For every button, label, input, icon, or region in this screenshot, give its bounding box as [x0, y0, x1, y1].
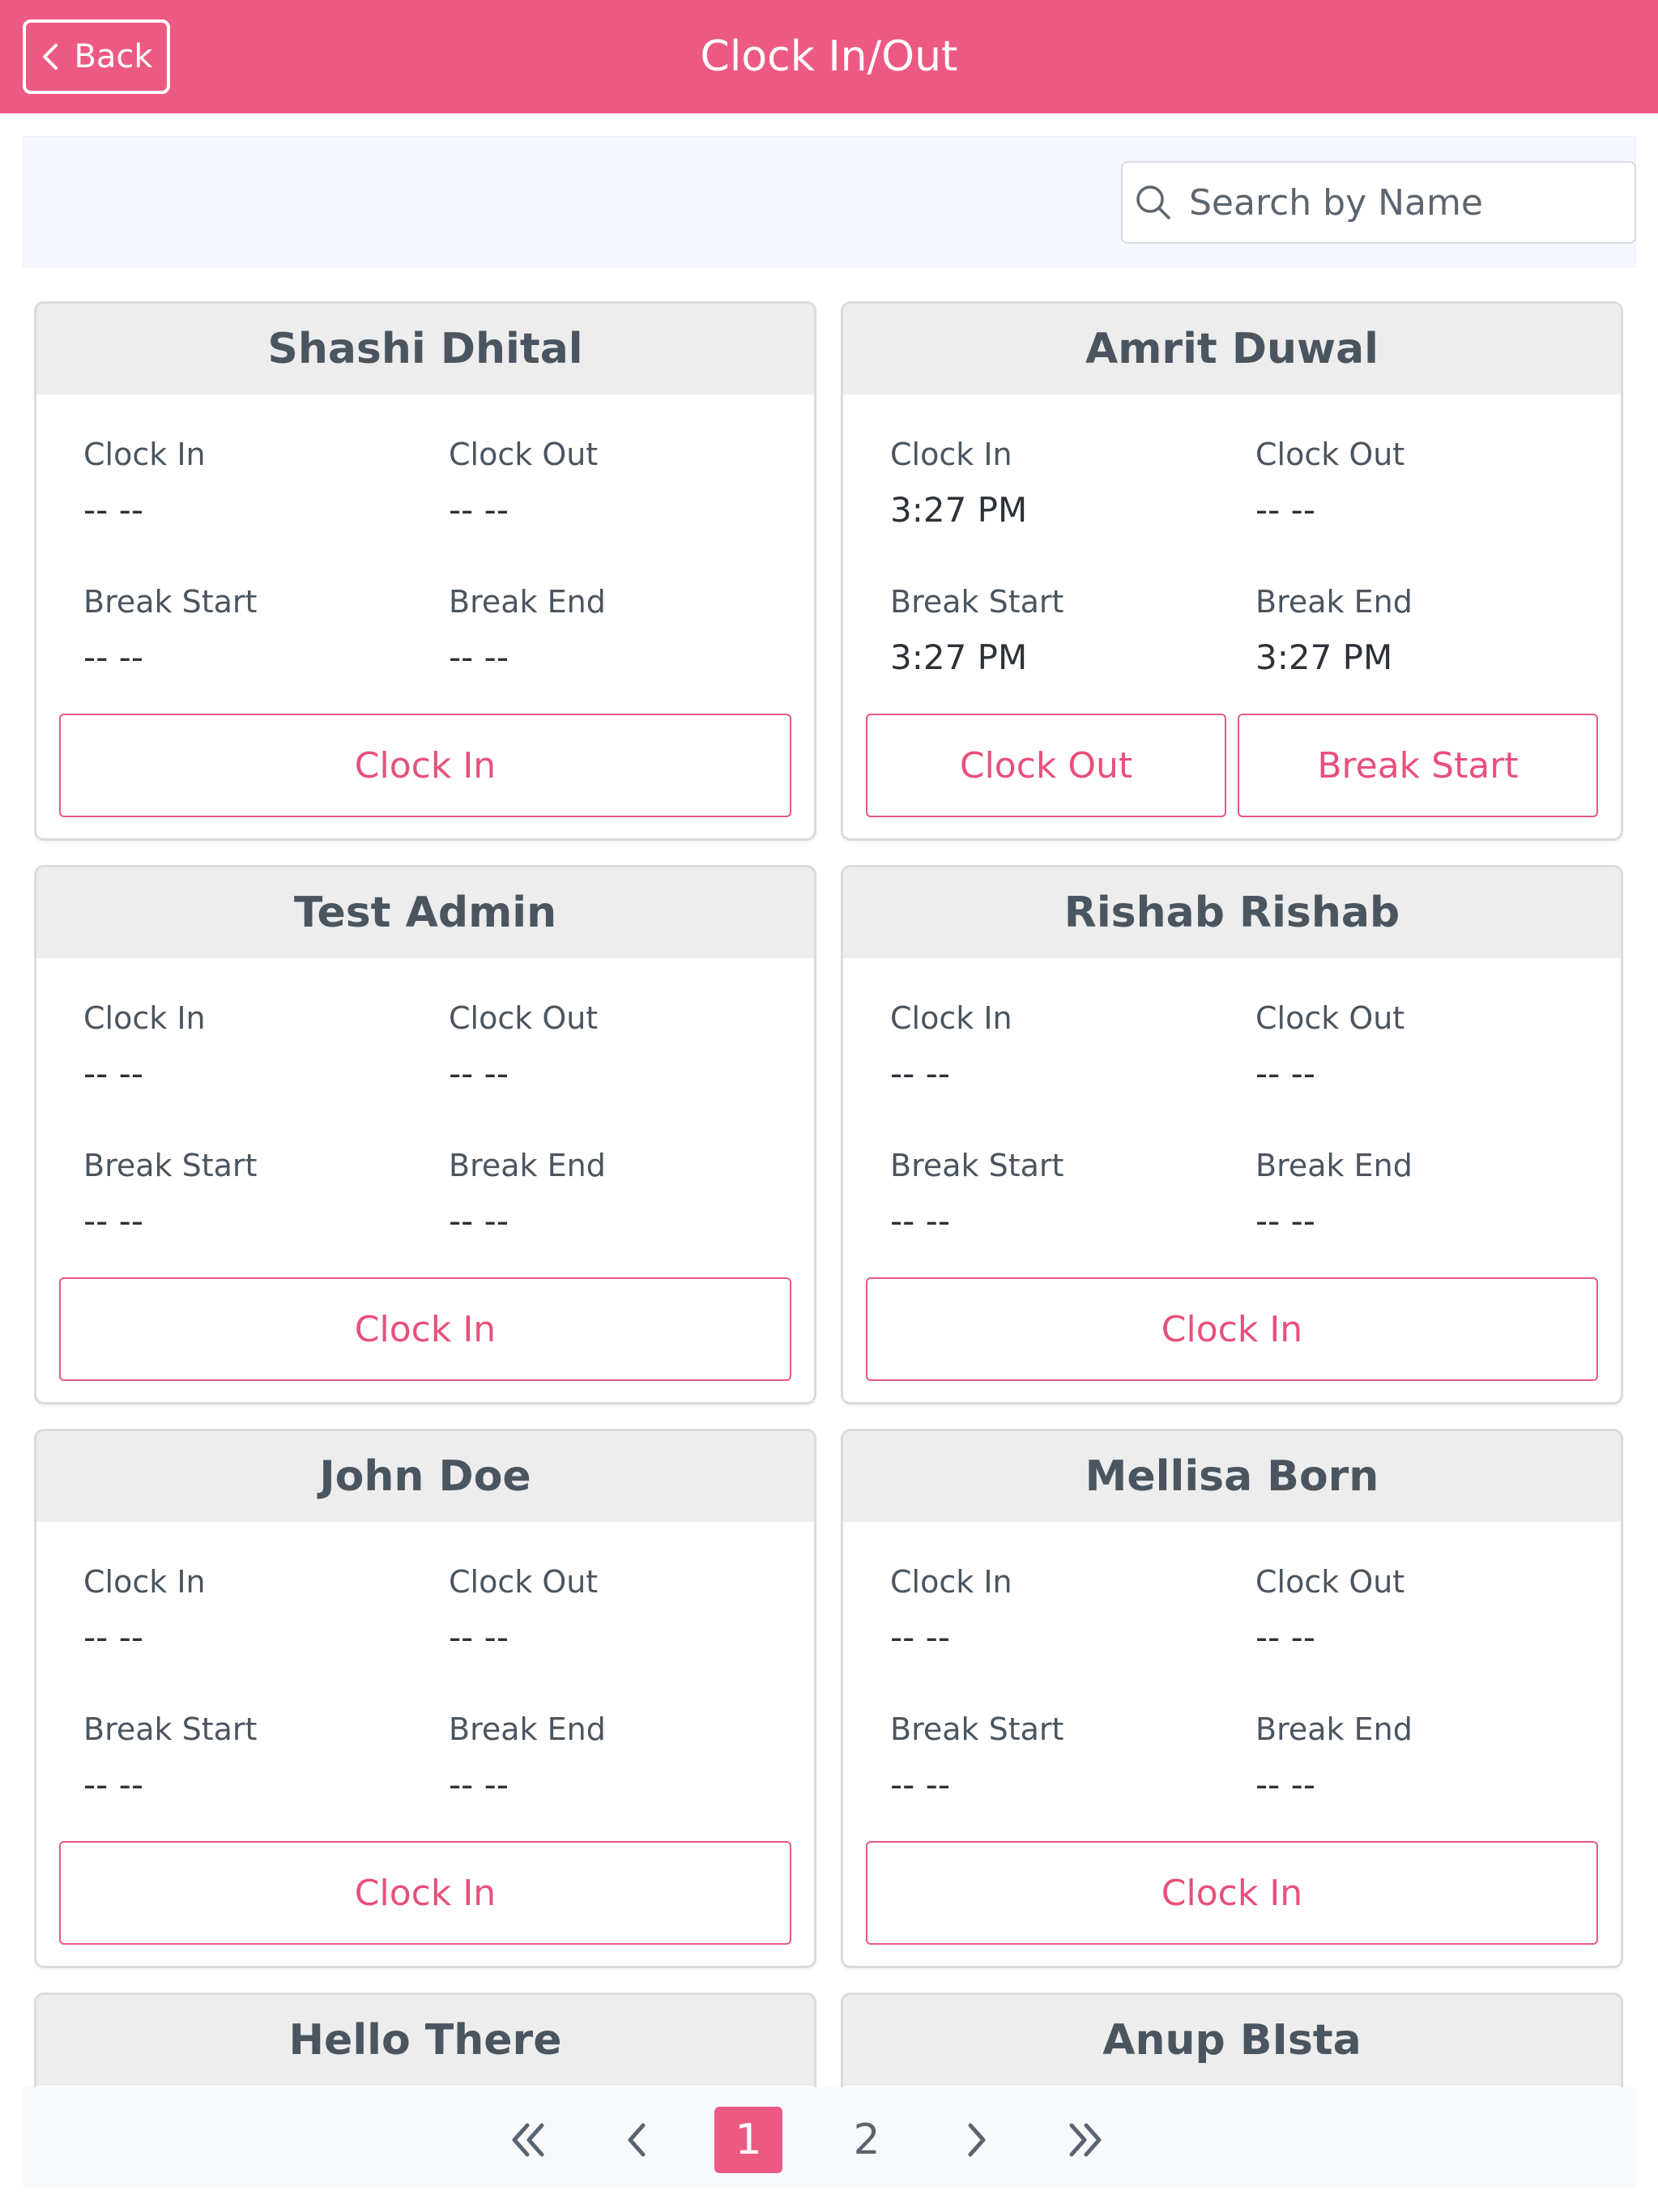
card-actions: [59, 1277, 791, 1381]
card-body: [36, 1522, 814, 1966]
search-box[interactable]: [1121, 161, 1636, 244]
clock-out-button[interactable]: Clock Out: [866, 714, 1226, 817]
clock-out-value: -- --: [449, 490, 509, 530]
break-end-value: -- --: [1255, 1765, 1315, 1805]
card-actions: [59, 1841, 791, 1945]
break-end-field: [1255, 1148, 1413, 1241]
break-end-label: Break End: [449, 1148, 606, 1183]
clock-in-field: [890, 437, 1027, 530]
card-body: [36, 958, 814, 1402]
clock-in-label: Clock In: [890, 437, 1012, 472]
employee-name: Amrit Duwal: [843, 304, 1621, 394]
employee-name: Hello There: [36, 1995, 814, 2086]
break-start-value: -- --: [890, 1765, 950, 1805]
clock-in-button[interactable]: Clock In: [59, 1841, 791, 1945]
chevron-right-icon: [953, 2116, 1001, 2164]
employee-name: Anup BIsta: [843, 1995, 1621, 2086]
break-start-value: -- --: [83, 1765, 143, 1805]
break-end-value: -- --: [449, 1201, 509, 1241]
clock-out-field: [449, 1564, 598, 1657]
break-end-label: Break End: [1255, 1711, 1413, 1747]
clock-in-value: -- --: [83, 1617, 143, 1657]
break-end-label: Break End: [1255, 1148, 1413, 1183]
clock-in-button[interactable]: Clock In: [59, 714, 791, 817]
employee-name: Mellisa Born: [843, 1431, 1621, 1522]
break-start-label: Break Start: [83, 1711, 258, 1747]
employee-card: [841, 1429, 1623, 1968]
break-start-value: 3:27 PM: [890, 637, 1028, 677]
break-end-value: 3:27 PM: [1255, 637, 1393, 677]
break-start-field: [83, 584, 257, 677]
card-actions: [866, 1841, 1598, 1945]
clock-out-label: Clock Out: [1255, 1564, 1405, 1600]
clock-out-field: [449, 437, 598, 530]
clock-out-field: [1255, 437, 1404, 530]
break-start-field: [890, 584, 1063, 677]
clock-out-value: -- --: [1255, 490, 1315, 530]
clock-in-button[interactable]: Clock In: [866, 1841, 1598, 1945]
clock-in-value: 3:27 PM: [890, 490, 1028, 530]
break-end-field: [1255, 584, 1413, 677]
employee-card: [34, 1429, 816, 1968]
search-input[interactable]: [1189, 182, 1610, 224]
page-button-1[interactable]: 1: [714, 2107, 782, 2173]
clock-out-label: Clock Out: [449, 437, 599, 472]
clock-in-value: -- --: [890, 1617, 950, 1657]
clock-in-label: Clock In: [83, 437, 206, 472]
app-header: [0, 0, 1658, 113]
break-end-field: [449, 1711, 606, 1805]
employee-card: [841, 301, 1623, 841]
break-end-label: Break End: [449, 584, 606, 620]
clock-in-field: [83, 437, 206, 530]
break-start-field: [890, 1148, 1063, 1241]
break-start-field: [890, 1711, 1063, 1805]
double-chevron-right-icon: [1062, 2116, 1110, 2164]
clock-in-field: [890, 1564, 1012, 1657]
clock-in-value: -- --: [890, 1054, 950, 1093]
break-start-label: Break Start: [890, 584, 1064, 620]
card-actions: [866, 714, 1598, 817]
clock-in-button[interactable]: Clock In: [59, 1277, 791, 1381]
card-actions: [866, 1277, 1598, 1381]
search-icon: [1134, 183, 1173, 222]
card-actions: [59, 714, 791, 817]
employee-name: Test Admin: [36, 867, 814, 958]
clock-in-label: Clock In: [890, 1564, 1012, 1600]
back-label: Back: [74, 38, 153, 75]
clock-in-label: Clock In: [83, 1000, 206, 1036]
break-end-value: -- --: [449, 637, 509, 677]
clock-out-value: -- --: [449, 1617, 509, 1657]
employee-card-grid: [34, 301, 1625, 2087]
break-start-value: -- --: [890, 1201, 950, 1241]
page-button-2[interactable]: 2: [853, 2116, 880, 2164]
previous-page-button[interactable]: [612, 2107, 661, 2173]
card-body: [843, 394, 1621, 838]
break-start-label: Break Start: [890, 1148, 1064, 1183]
chevron-left-icon: [612, 2116, 661, 2164]
clock-in-value: -- --: [83, 490, 143, 530]
first-page-button[interactable]: [499, 2107, 556, 2173]
employee-name: Rishab Rishab: [843, 867, 1621, 958]
employee-card: [841, 1993, 1623, 2087]
break-start-field: [83, 1148, 257, 1241]
break-end-field: [1255, 1711, 1413, 1805]
break-end-value: -- --: [449, 1765, 509, 1805]
break-start-value: -- --: [83, 1201, 143, 1241]
employee-card: [34, 865, 816, 1404]
clock-in-label: Clock In: [83, 1564, 206, 1600]
clock-out-field: [449, 1000, 598, 1093]
employee-name: Shashi Dhital: [36, 304, 814, 394]
search-bar: [23, 136, 1636, 267]
clock-out-label: Clock Out: [1255, 1000, 1405, 1036]
break-end-label: Break End: [449, 1711, 606, 1747]
employee-card: [34, 301, 816, 841]
clock-out-value: -- --: [449, 1054, 509, 1093]
clock-out-value: -- --: [1255, 1617, 1315, 1657]
clock-out-field: [1255, 1000, 1404, 1093]
break-start-button[interactable]: Break Start: [1238, 714, 1598, 817]
clock-out-field: [1255, 1564, 1404, 1657]
break-end-value: -- --: [1255, 1201, 1315, 1241]
clock-out-value: -- --: [1255, 1054, 1315, 1093]
page-title: Clock In/Out: [700, 32, 958, 81]
clock-out-label: Clock Out: [1255, 437, 1405, 472]
card-body: [843, 958, 1621, 1402]
break-end-label: Break End: [1255, 584, 1413, 620]
break-start-label: Break Start: [83, 1148, 258, 1183]
chevron-left-icon: [40, 43, 61, 70]
break-end-field: [449, 1148, 606, 1241]
clock-in-value: -- --: [83, 1054, 143, 1093]
clock-in-field: [83, 1000, 206, 1093]
next-page-button[interactable]: [953, 2107, 1001, 2173]
back-button[interactable]: [23, 19, 170, 94]
employee-card: [34, 1993, 816, 2087]
clock-in-field: [83, 1564, 206, 1657]
card-body: [36, 394, 814, 838]
clock-in-label: Clock In: [890, 1000, 1012, 1036]
pagination: [23, 2087, 1636, 2188]
break-start-label: Break Start: [83, 584, 258, 620]
last-page-button[interactable]: [1058, 2107, 1115, 2173]
break-start-label: Break Start: [890, 1711, 1064, 1747]
employee-card: [841, 865, 1623, 1404]
break-end-field: [449, 584, 606, 677]
break-start-value: -- --: [83, 637, 143, 677]
break-start-field: [83, 1711, 257, 1805]
clock-out-label: Clock Out: [449, 1000, 599, 1036]
employee-name: John Doe: [36, 1431, 814, 1522]
card-body: [843, 1522, 1621, 1966]
double-chevron-left-icon: [503, 2116, 552, 2164]
clock-in-field: [890, 1000, 1012, 1093]
clock-in-button[interactable]: Clock In: [866, 1277, 1598, 1381]
clock-out-label: Clock Out: [449, 1564, 599, 1600]
